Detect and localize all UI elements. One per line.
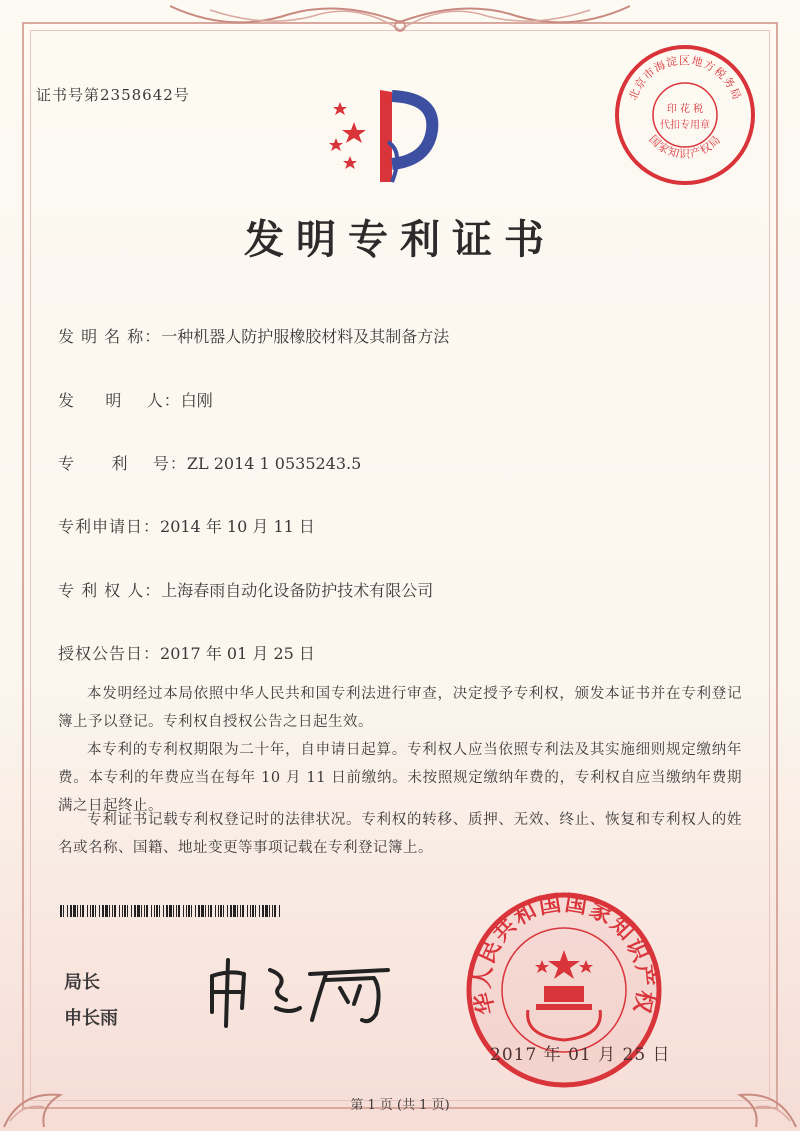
- invention-name-value: 一种机器人防护服橡胶材料及其制备方法: [161, 327, 450, 346]
- patentee-value: 上海春雨自动化设备防护技术有限公司: [161, 581, 434, 600]
- grant-date-label: 授权公告日：: [58, 644, 161, 663]
- corner-ornament-bottom-right: [720, 1051, 800, 1131]
- inventor-label: 发 明 人：: [58, 391, 181, 410]
- signatory-name: 申长雨: [64, 1008, 118, 1029]
- patentee-label: 专 利 权 人：: [58, 581, 162, 600]
- tax-seal-bottom-text: 国家知识产权局: [646, 132, 724, 161]
- grant-date-value: 2017 年 01 月 25 日: [160, 644, 315, 663]
- inventor-value: 白刚: [180, 391, 213, 410]
- patent-office-emblem: [318, 82, 458, 192]
- tax-seal: [612, 42, 758, 188]
- field-filing-date: [58, 514, 315, 537]
- filing-date-label: 专利申请日：: [58, 517, 161, 536]
- top-ornament: [170, 0, 630, 40]
- certificate-number: 证书号第2358642号: [36, 86, 190, 104]
- tax-seal-inner-line1: 印 花 税: [666, 104, 704, 115]
- field-patentee: [58, 578, 433, 601]
- field-invention-name: [58, 324, 449, 347]
- body-paragraph-3: 专利证书记载专利权登记时的法律状况。专利权的转移、质押、无效、终止、恢复和专利权人的姓名或名称、国籍、地址变更等事项记载在专利登记簿上。: [58, 812, 742, 856]
- filing-date-value: 2014 年 10 月 11 日: [160, 517, 315, 536]
- field-patent-number: [58, 451, 361, 474]
- field-inventor: [58, 388, 213, 411]
- body-paragraph-2: 本专利的专利权期限为二十年，自申请日起算。专利权人应当依照专利法及其实施细则规定缴纳年费。本专利的年费应当在每年 10 月 11 日前缴纳。未按照规定缴纳年费的，专利权自应当缴纳年费期满之日起终止。: [58, 742, 742, 814]
- document-title: 发明专利证书: [244, 216, 556, 263]
- body-paragraph-1: 本发明经过本局依照中华人民共和国专利法进行审查，决定授予专利权，颁发本证书并在专利登记簿上予以登记。专利权自授权公告之日起生效。: [58, 686, 742, 730]
- seal-date: 2017 年 01 月 25 日: [490, 1045, 671, 1065]
- office-seal-text: 华人民共和国国家知识产权: [470, 891, 658, 1017]
- signature: [200, 950, 400, 1030]
- patent-number-value: ZL 2014 1 0535243.5: [186, 454, 362, 473]
- corner-ornament-bottom-left: [0, 1051, 80, 1131]
- tax-seal-outer-text: 北京市海淀区地方税务局: [626, 54, 744, 103]
- barcode: [60, 905, 282, 917]
- signatory-role: 局长: [64, 972, 100, 993]
- field-grant-date: [58, 641, 315, 664]
- invention-name-label: 发 明 名 称：: [58, 327, 162, 346]
- patent-number-label: 专 利 号：: [58, 454, 187, 473]
- page-number: 第 1 页 (共 1 页): [350, 1098, 450, 1113]
- tax-seal-inner-line2: 代扣专用章: [660, 120, 710, 131]
